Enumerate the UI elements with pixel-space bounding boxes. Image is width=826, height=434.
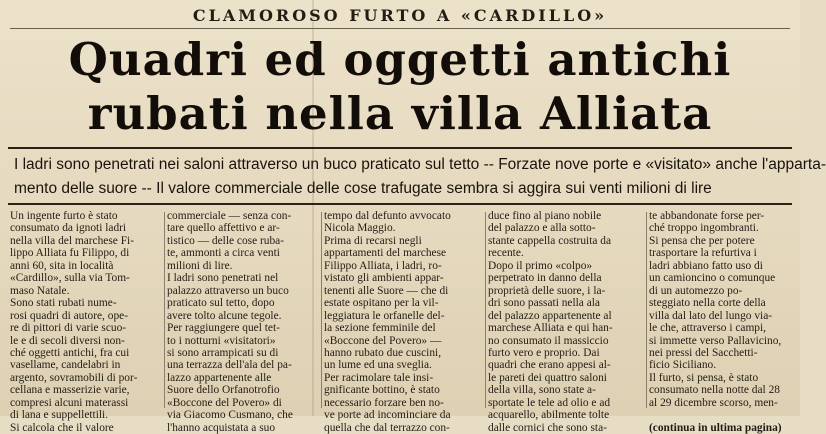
article-text-line: una terrazza dell'ala del pa-: [167, 359, 292, 372]
article-text-line: Si pensa che per potere: [649, 234, 755, 247]
article-text-line: argento, sovramobili di por-: [10, 371, 138, 384]
article-column-1: [10, 210, 160, 434]
article-text-line: steggiato nella corte della: [649, 297, 766, 310]
article-text-line: si immette verso Pallavicino,: [649, 334, 782, 347]
article-text-line: recente.: [488, 247, 524, 260]
article-text-line: acquarello, abilmente tolte: [488, 409, 610, 422]
article-text-line: palazzo attraverso un buco: [167, 284, 289, 297]
article-text-line: ladri abbiano fatto uso di: [649, 259, 763, 272]
article-text-line: le pareti dei quattro saloni: [488, 371, 607, 384]
article-body: [10, 210, 792, 434]
article-text-line: consumato da ignoti ladri: [10, 222, 127, 235]
article-text-line: gnificante bottino, è stato: [324, 384, 440, 397]
article-kicker: CLAMOROSO FURTO A «CARDILLO»: [192, 6, 608, 25]
article-text-line: via Giacomo Cusmano, che: [167, 409, 293, 422]
article-text-line: marchese Alliata e qui han-: [488, 322, 613, 335]
headline-line-1: Quadri ed oggetti antichi: [68, 33, 732, 86]
article-text-line: avere tolto alcune tegole.: [167, 309, 282, 322]
article-text-line: nei pressi del Sacchetti-: [649, 346, 758, 359]
article-text-line: to i notturni «visitatori»: [167, 334, 276, 347]
article-text-line: Si calcola che il valore: [10, 421, 114, 434]
article-text-line: le che, attraverso i campi,: [649, 322, 767, 335]
article-text-line: proprietà delle suore, i la-: [488, 284, 606, 297]
article-text-line: Prima di recarsi negli: [324, 234, 422, 247]
article-text-line: te abbandonate forse per-: [649, 210, 765, 222]
article-text-line: di un automezzo po-: [649, 284, 743, 297]
article-text-line: Sono stati rubati nume-: [10, 297, 117, 310]
article-column-5: [649, 210, 795, 434]
article-text-line: estate ospitano per la vil-: [324, 297, 439, 310]
article-text-line: nella villa del marchese Fi-: [10, 234, 134, 247]
article-column-3: [324, 210, 481, 434]
article-text-line: Nicola Maggio.: [324, 222, 396, 235]
article-text-line: stante cappella costruita da: [488, 234, 612, 247]
article-text-line: hanno rubato due cuscini,: [324, 346, 442, 359]
article-text-line: perpetrato in danno della: [488, 272, 602, 285]
article-text-line: compresi alcuni materassi: [10, 396, 129, 409]
article-text-line: Per racimolare tale insi-: [324, 371, 434, 384]
article-text-line: quella che dal terrazzo con-: [324, 421, 450, 434]
article-text-line: al 29 dicembre scorso, men-: [649, 396, 778, 409]
article-text-line: si sono arrampicati su di: [167, 346, 279, 359]
article-text-line: (continua in ultima pagina): [649, 421, 782, 434]
article-text-line: sportate le tele ad olio e ad: [488, 396, 611, 409]
article-text-line: del palazzo appartenente al: [488, 309, 612, 322]
article-text-line: Dopo il primo «colpo»: [488, 259, 593, 272]
article-text-line: appartamenti del marchese: [324, 247, 447, 260]
article-column-2: [167, 210, 317, 434]
summary-line-2: mento delle suore -- Il valore commerciale delle cose trafugate sembra si aggira sui venti milioni di lire: [14, 180, 712, 197]
article-text-line: tare quello affettivo e ar-: [167, 222, 280, 235]
article-text-line: Suore dello Orfanotrofio: [167, 384, 280, 397]
article-text-line: «Boccone del Povero» —: [324, 334, 442, 347]
article-text-line: no consumato il massiccio: [488, 334, 609, 347]
article-text-line: Filippo Alliata, i ladri, ro-: [324, 259, 442, 272]
article-text-line: l'hanno acquistata a suo: [167, 421, 276, 434]
article-text-line: villa dal lato del lungo via-: [649, 309, 773, 322]
article-text-line: trasportare la refurtiva i: [649, 247, 757, 260]
article-text-line: quadri che erano appesi al-: [488, 359, 611, 372]
article-text-line: [649, 409, 795, 421]
article-text-line: commerciale — senza con-: [167, 210, 292, 222]
article-text-line: tenenti alle Suore — che di: [324, 284, 449, 297]
article-column-4: [488, 210, 642, 434]
article-text-line: un lume ed una sveglia.: [324, 359, 432, 372]
article-text-line: la sezione femminile del: [324, 322, 436, 335]
article-text-line: vistato gli ambienti appar-: [324, 272, 444, 285]
article-text-line: necessario forzare ben no-: [324, 396, 444, 409]
article-text-line: duce fino al piano nobile: [488, 210, 602, 222]
article-text-line: dri sono passati nella ala: [488, 297, 600, 310]
article-text-line: praticato sul tetto, dopo: [167, 297, 275, 310]
article-text-line: cellana e masserizie varie,: [10, 384, 130, 397]
article-text-line: re di pittori di varie scuo-: [10, 322, 127, 335]
article-text-line: «Boccone del Povero» di: [167, 396, 282, 409]
article-text-line: le e di secoli diversi non-: [10, 334, 125, 347]
article-text-line: dalle cornici che sono sta-: [488, 421, 607, 434]
article-text-line: furto vero e proprio. Dai: [488, 346, 600, 359]
article-text-line: lazzo appartenente alle: [167, 371, 272, 384]
article-text-line: milioni di lire.: [167, 259, 233, 272]
article-text-line: te, ammonti a circa venti: [167, 247, 280, 260]
article-text-line: di lana e suppellettili.: [10, 409, 109, 422]
article-text-line: consumato nella notte dal 28: [649, 384, 780, 397]
article-text-line: ficio Siciliano.: [649, 359, 717, 372]
article-text-line: «Cardillo», sulla via Tom-: [10, 272, 130, 285]
article-text-line: del palazzo e alla sotto-: [488, 222, 596, 235]
article-text-line: della villa, sono state a-: [488, 384, 596, 397]
article-text-line: vasellame, candelabri in: [10, 359, 121, 372]
article-text-line: Per raggiungere quel tet-: [167, 322, 280, 335]
article-text-line: tempo dal defunto avvocato: [324, 210, 451, 222]
article-text-line: ché oggetti antichi, fra cui: [10, 346, 130, 359]
summary-bottom-rule: [8, 203, 792, 205]
article-text-line: un camioncino o comunque: [649, 272, 776, 285]
kicker-divider: [10, 28, 790, 29]
article-text-line: Il furto, si pensa, è stato: [649, 371, 759, 384]
headline-line-2: rubati nella villa Alliata: [87, 87, 713, 140]
article-text-line: I ladri sono penetrati nel: [167, 272, 279, 285]
article-text-line: anni 60, sita in località: [10, 259, 114, 272]
article-text-line: maso Natale.: [10, 284, 70, 297]
summary-line-1: I ladri sono penetrati nei saloni attraverso un buco praticato sul tetto -- Forzate nove porte e «visitato» anche l'apparta-: [14, 156, 826, 173]
article-text-line: leggiatura le orfanelle del-: [324, 309, 445, 322]
article-text-line: Un ingente furto è stato: [10, 210, 118, 222]
article-text-line: ve porte ad incominciare da: [324, 409, 451, 422]
article-text-line: rosi quadri di autore, ope-: [10, 309, 128, 322]
summary-top-rule: [8, 147, 792, 149]
article-text-line: tistico — delle cose ruba-: [167, 234, 285, 247]
article-text-line: ché troppo ingombranti.: [649, 222, 759, 235]
article-text-line: lippo Alliata fu Filippo, di: [10, 247, 130, 260]
